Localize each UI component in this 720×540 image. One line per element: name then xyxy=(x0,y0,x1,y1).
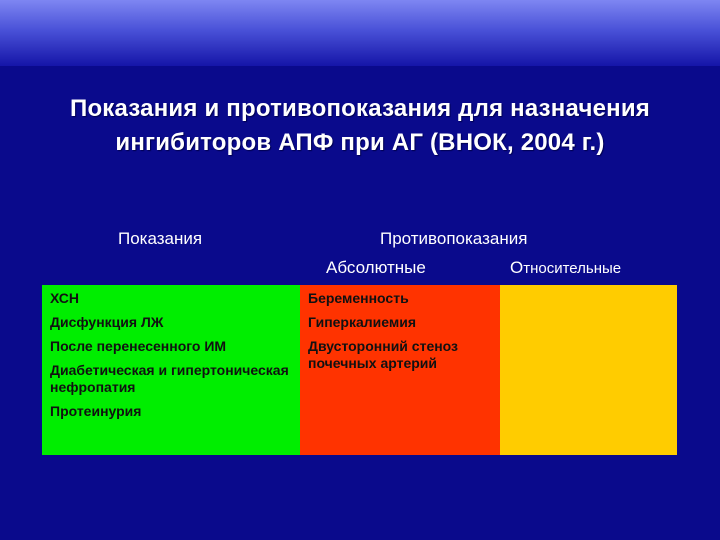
contraindications-header: Противопоказания xyxy=(380,229,528,248)
indications-panel xyxy=(42,285,300,455)
slide-title xyxy=(0,92,720,160)
indication-item: После перенесенного ИМ xyxy=(50,338,227,354)
absolute-contraindication-item: Беременность xyxy=(308,290,409,306)
absolute-contraindication-item: Гиперкалиемия xyxy=(308,314,417,330)
relative-contraindications-panel xyxy=(500,285,677,455)
indication-item: ХСН xyxy=(50,290,80,306)
indication-item: Дисфункция ЛЖ xyxy=(50,314,164,330)
slide-title-line-1: Показания и противопоказания для назначения xyxy=(70,95,650,122)
absolute-contraindications-panel xyxy=(300,285,500,455)
relative-header-rest: тносительные xyxy=(523,260,622,277)
indication-item: Диабетическая и гипертоническая нефропатия xyxy=(50,362,289,395)
absolute-header: Абсолютные xyxy=(326,258,426,277)
indications-header: Показания xyxy=(118,229,203,248)
relative-header-initial: О xyxy=(510,258,524,277)
relative-header xyxy=(510,258,621,278)
slide-title-line-2: ингибиторов АПФ при АГ (ВНОК, 2004 г.) xyxy=(115,129,605,156)
indication-item: Протеинурия xyxy=(50,403,142,419)
header-gradient-band xyxy=(0,0,720,66)
absolute-contraindication-item: Двусторонний стеноз почечных артерий xyxy=(308,338,459,371)
